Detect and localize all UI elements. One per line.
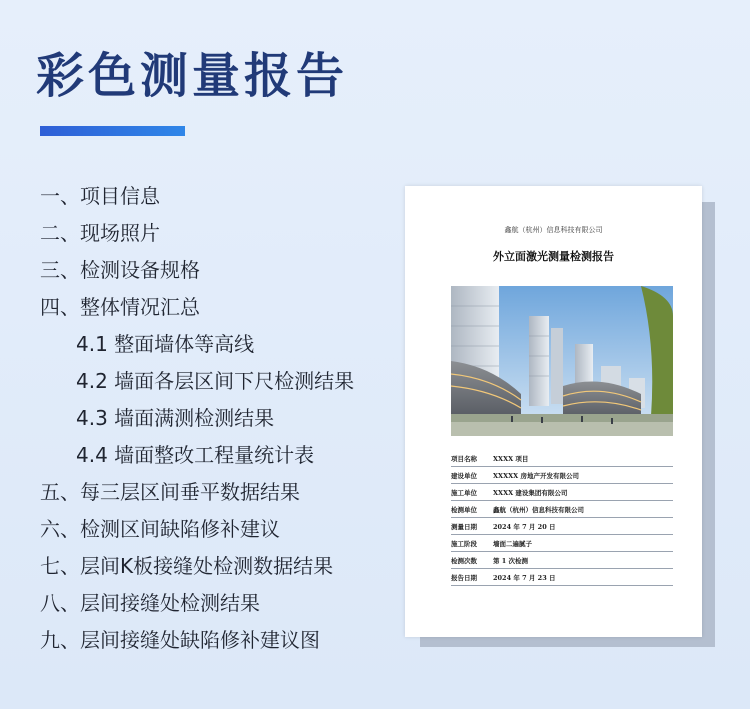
info-label: 建设单位 [451,471,477,480]
report-document-preview [405,186,702,637]
info-label: 报告日期 [451,573,477,582]
toc-item: 六、检测区间缺陷修补建议 [40,517,280,541]
toc-subitem: 4.4 墙面整改工程量统计表 [76,443,315,467]
info-label: 测量日期 [451,522,477,531]
document-title: 外立面激光测量检测报告 [493,250,614,263]
toc-item: 一、项目信息 [40,184,160,208]
info-row [451,467,673,484]
info-value: XXXX 建设集团有限公司 [493,488,568,497]
info-row [451,569,673,586]
toc-item: 三、检测设备规格 [40,258,200,282]
title-underline [40,126,185,136]
toc-item: 八、层间接缝处检测结果 [40,591,260,615]
toc-subitem: 4.1 整面墙体等高线 [76,332,255,356]
info-label: 检测次数 [451,556,477,565]
info-value: 2024 年 7 月 23 日 [493,573,556,582]
page-title: 彩色测量报告 [36,48,349,104]
info-value: XXXXX 房地产开发有限公司 [493,471,579,480]
info-label: 项目名称 [451,454,477,463]
info-row [451,450,673,467]
info-row [451,501,673,518]
info-row [451,518,673,535]
toc-item: 七、层间K板接缝处检测数据结果 [40,554,334,578]
info-value: 鑫航（杭州）信息科技有限公司 [493,505,584,514]
info-row [451,484,673,501]
toc-item: 二、现场照片 [40,221,160,245]
info-label: 施工单位 [451,488,477,497]
info-row [451,535,673,552]
document-company: 鑫航（杭州）信息科技有限公司 [504,226,603,234]
toc-item: 九、层间接缝处缺陷修补建议图 [40,628,320,652]
info-row [451,552,673,569]
building-rendering-image [451,286,673,436]
toc-subitem: 4.2 墙面各层区间下尺检测结果 [76,369,355,393]
toc-item: 四、整体情况汇总 [40,295,200,319]
info-value: 墙面二遍腻子 [493,539,532,548]
info-label: 检测单位 [451,505,477,514]
toc-subitem: 4.3 墙面满测检测结果 [76,406,275,430]
info-value: 2024 年 7 月 20 日 [493,522,556,531]
toc-item: 五、每三层区间垂平数据结果 [40,480,300,504]
info-label: 施工阶段 [451,539,477,548]
info-value: XXXX 项目 [493,454,529,463]
table-of-contents [40,178,410,659]
info-value: 第 1 次检测 [493,556,529,565]
document-info-table [451,450,673,586]
